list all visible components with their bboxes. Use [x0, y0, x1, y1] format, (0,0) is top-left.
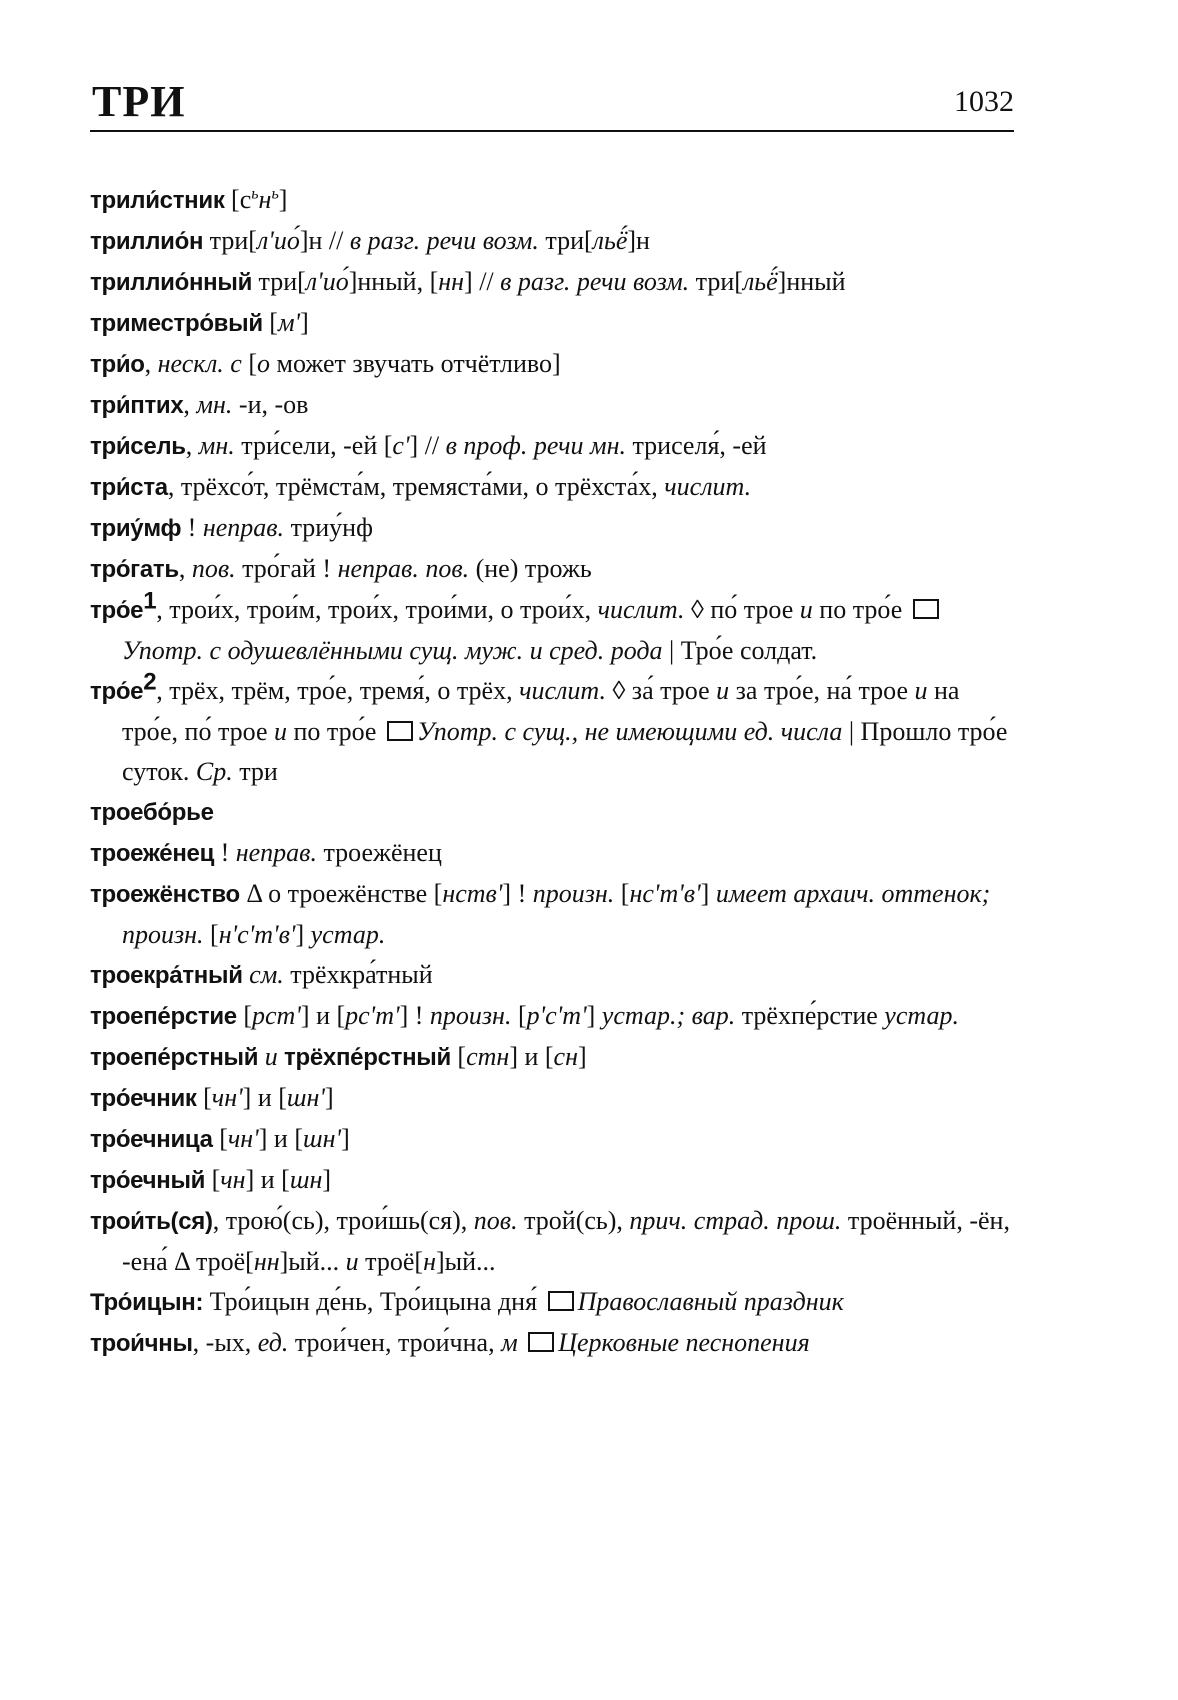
headword: три́ста — [90, 474, 168, 501]
entry-troit-sya: трои́ть(ся), трою́(сь), трои́шь(ся), пов. трой(сь), прич. страд. прош. троённый, -ён, -ена́ Δ троё[нн]ый... и троё[н]ый... — [90, 1206, 1010, 1276]
headword: три́о — [90, 351, 145, 378]
headword: троепе́рстие — [90, 1003, 237, 1030]
entry-troezhenets: троеже́нец ! неправ. троежёнец — [90, 838, 442, 867]
headword: троекра́тный — [90, 962, 243, 989]
entry-troeperstnyj: троепе́рстный и трёхпе́рстный [стн] и [сн] — [90, 1042, 587, 1071]
running-head: ТРИ — [92, 77, 186, 126]
page-number: 1032 — [954, 85, 1014, 118]
square-marker-icon — [548, 1291, 574, 1311]
headword: триллио́н — [90, 228, 204, 255]
headword: тро́ечный — [90, 1167, 206, 1194]
square-marker-icon — [913, 599, 939, 619]
headword: три́сель — [90, 433, 186, 460]
headword: тро́е — [90, 597, 144, 624]
headword: трили́стник — [90, 187, 225, 214]
headword: трои́ть(ся) — [90, 1208, 213, 1235]
headword: тро́ечница — [90, 1126, 213, 1153]
entry-troebore — [90, 792, 1014, 833]
dictionary-page — [90, 78, 1014, 1364]
entry-triptikh: три́птих, мн. -и, -ов — [90, 390, 309, 419]
entry-trogat: тро́гать, пов. тро́гай ! неправ. пов. (не) трожь — [90, 554, 592, 583]
entry-troichny: трои́чны, -ых, ед. трои́чен, трои́чна, м Церковные песнопения — [90, 1328, 810, 1357]
headword: триу́мф — [90, 515, 182, 542]
headword: тро́ечник — [90, 1085, 197, 1112]
entry-troezhenstvo: троежёнство Δ о троежёнстве [нств'] ! произн. [нс'т'в'] имеет архаич. оттенок; произн. [н'с'т'в'] устар. — [90, 879, 991, 949]
headword: три́птих — [90, 392, 184, 419]
entry-troechnik: тро́ечник [чн'] и [шн'] — [90, 1083, 334, 1112]
entry-troe-1: $тро́е^1$, трои́х, трои́м, трои́х, трои́ми, о трои́х, числит. ◊ по́ трое и по тро́е Употр. с одушевлёнными сущ. муж. и сред. рода | Тро́е солдат. — [90, 590, 1014, 671]
headword: Тро́ицын: — [90, 1289, 204, 1316]
entry-troekratnyj: троекра́тный см. трёхкра́тный — [90, 960, 433, 989]
headword: трои́чны — [90, 1330, 193, 1357]
entries-list — [90, 180, 1014, 1364]
headword: троеже́нец — [90, 840, 215, 867]
entry-trillionnyj: триллио́нный три[л'ио́]нный, [нн] // в разг. речи возм. три[льё́]нный — [90, 267, 846, 296]
entry-trilistnik: трили́стник $[с^ьн^ь]$ — [90, 185, 288, 214]
entry-triumf: триу́мф ! неправ. триу́нф — [90, 513, 373, 542]
headword: триллио́нный — [90, 269, 253, 296]
headword: триместро́вый — [90, 310, 263, 337]
square-marker-icon — [387, 721, 413, 741]
square-marker-icon — [528, 1332, 554, 1352]
entry-troechnyj: тро́ечный [чн] и [шн] — [90, 1165, 332, 1194]
entry-trisel: три́сель, мн. три́сели, -ей [с'] // в проф. речи мн. триселя́, -ей — [90, 431, 767, 460]
entry-trio: три́о, нескл. с [о может звучать отчётливо] — [90, 349, 561, 378]
headword: тро́е — [90, 678, 144, 705]
headword: тро́гать — [90, 556, 179, 583]
entry-troe-2: $тро́е^2$, трёх, трём, тро́е, тремя́, о трёх, числит. ◊ за́ трое и за тро́е, на́ трое и на тро́е, по́ трое и по тро́е Употр. с сущ., не имеющими ед. числа | Прошло тро́е суток. Ср. три — [90, 668, 1008, 786]
entry-troechnitsa: тро́ечница [чн'] и [шн'] — [90, 1124, 350, 1153]
entry-trista: три́ста, трёхсо́т, трёмста́м, тремяста́ми, о трёхста́х, числит. — [90, 472, 752, 501]
headword: троебо́рье — [90, 799, 214, 826]
entry-trimestrovyj: триместро́вый [м'] — [90, 308, 309, 337]
entry-troitsyn: Тро́ицын: Тро́ицын де́нь, Тро́ицына дня́ Православный праздник — [90, 1287, 844, 1316]
headword: троепе́рстный — [90, 1044, 259, 1071]
entry-trillion: триллио́н три[л'ио́]н // в разг. речи возм. три[льё́]н — [90, 226, 650, 255]
headword: троежёнство — [90, 881, 240, 908]
entry-troeperstie: троепе́рстие [рст'] и [рс'т'] ! произн. [р'с'т'] устар.; вар. трёхпе́рстие устар. — [90, 1001, 959, 1030]
page-header — [90, 78, 1014, 132]
